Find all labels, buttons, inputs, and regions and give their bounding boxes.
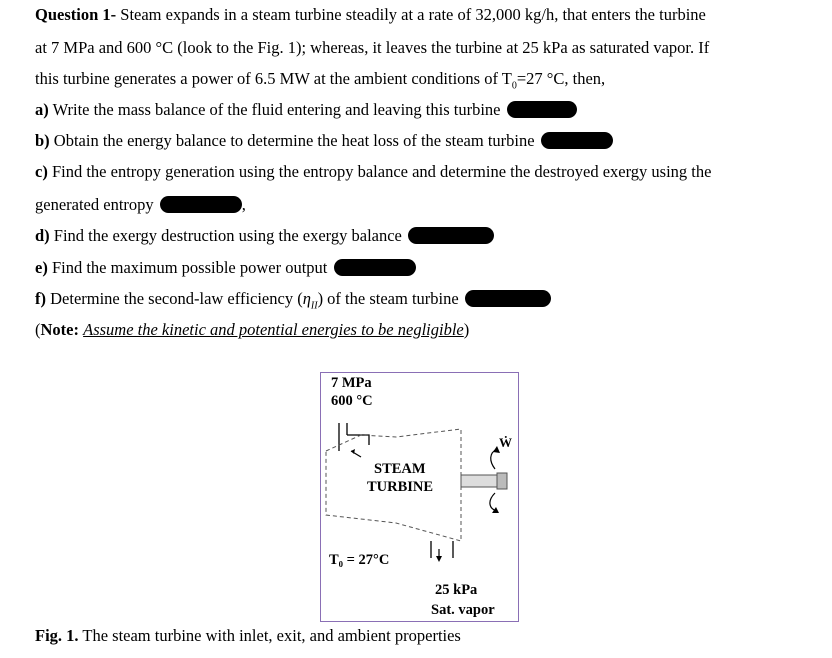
turbine-label-1: STEAM (374, 461, 426, 477)
part-e (35, 258, 416, 278)
part-f-text-a: Determine the second-law efficiency ( (46, 289, 303, 308)
inlet-temperature: 600 °C (331, 393, 373, 409)
part-d (35, 226, 494, 246)
redaction-mark (541, 132, 613, 149)
inlet-pressure: 7 MPa (331, 375, 372, 391)
question-text-2: at 7 MPa and 600 °C (look to the Fig. 1); whereas, it leaves the turbine at 25 kPa as saturated vapor. If (35, 38, 710, 57)
part-e-text: Find the maximum possible power output (47, 258, 328, 277)
note (35, 320, 469, 340)
part-b-text: Obtain the energy balance to determine the heat loss of the steam turbine (49, 131, 535, 150)
part-e-label: e) (35, 258, 48, 277)
turbine-figure (320, 372, 519, 622)
redaction-mark (507, 101, 577, 118)
note-text: Assume the kinetic and potential energies to be negligible (83, 320, 464, 339)
part-d-text: Find the exergy destruction using the exergy balance (49, 226, 402, 245)
question-line-3 (35, 69, 606, 92)
eta-symbol: η (302, 289, 311, 308)
question-text-3b: =27 °C, then, (516, 69, 606, 88)
part-a (35, 100, 577, 120)
redaction-mark (465, 290, 551, 307)
part-d-label: d) (35, 226, 50, 245)
question-text-3a: this turbine generates a power of 6.5 MW at the ambient conditions of T (35, 69, 512, 88)
part-f-label: f) (35, 289, 46, 308)
outlet-pressure: 25 kPa (435, 582, 478, 598)
redaction-mark (160, 196, 242, 213)
turbine-diagram (321, 373, 520, 623)
part-c-label: c) (35, 162, 48, 181)
outlet-state: Sat. vapor (431, 602, 495, 618)
redaction-mark (408, 227, 494, 244)
eta-sub: II (310, 300, 318, 312)
part-b (35, 131, 613, 151)
caption-label: Fig. 1. (35, 626, 79, 645)
question-text-3-sub: 0 (511, 80, 517, 92)
note-open: ( (35, 320, 41, 339)
turbine-label-2: TURBINE (367, 479, 434, 495)
caption-text: The steam turbine with inlet, exit, and ambient properties (78, 626, 461, 645)
part-a-text: Write the mass balance of the fluid entering and leaving this turbine (48, 100, 501, 119)
question-line-1 (35, 5, 706, 25)
part-c (35, 162, 711, 182)
question-text-1: Steam expands in a steam turbine steadily at a rate of 32,000 kg/h, that enters the turbine (116, 5, 706, 24)
part-f-text-b: ) of the steam turbine (317, 289, 459, 308)
ambient-temperature: T₀ = 27°C (329, 552, 390, 568)
note-label: Note: (40, 320, 79, 339)
note-close: ) (463, 320, 470, 339)
part-f (35, 289, 551, 312)
part-c-trail: , (241, 195, 246, 214)
part-c-text: Find the entropy generation using the entropy balance and determine the destroyed exergy using the (47, 162, 712, 181)
question-line-2 (35, 38, 709, 58)
figure-caption (35, 626, 461, 646)
question-label: Question 1- (35, 5, 117, 24)
part-b-label: b) (35, 131, 50, 150)
part-c-text-2: generated entropy (35, 195, 154, 214)
power-symbol: Ẇ (499, 435, 512, 450)
redaction-mark (334, 259, 416, 276)
part-a-label: a) (35, 100, 49, 119)
part-c-cont (35, 195, 246, 215)
